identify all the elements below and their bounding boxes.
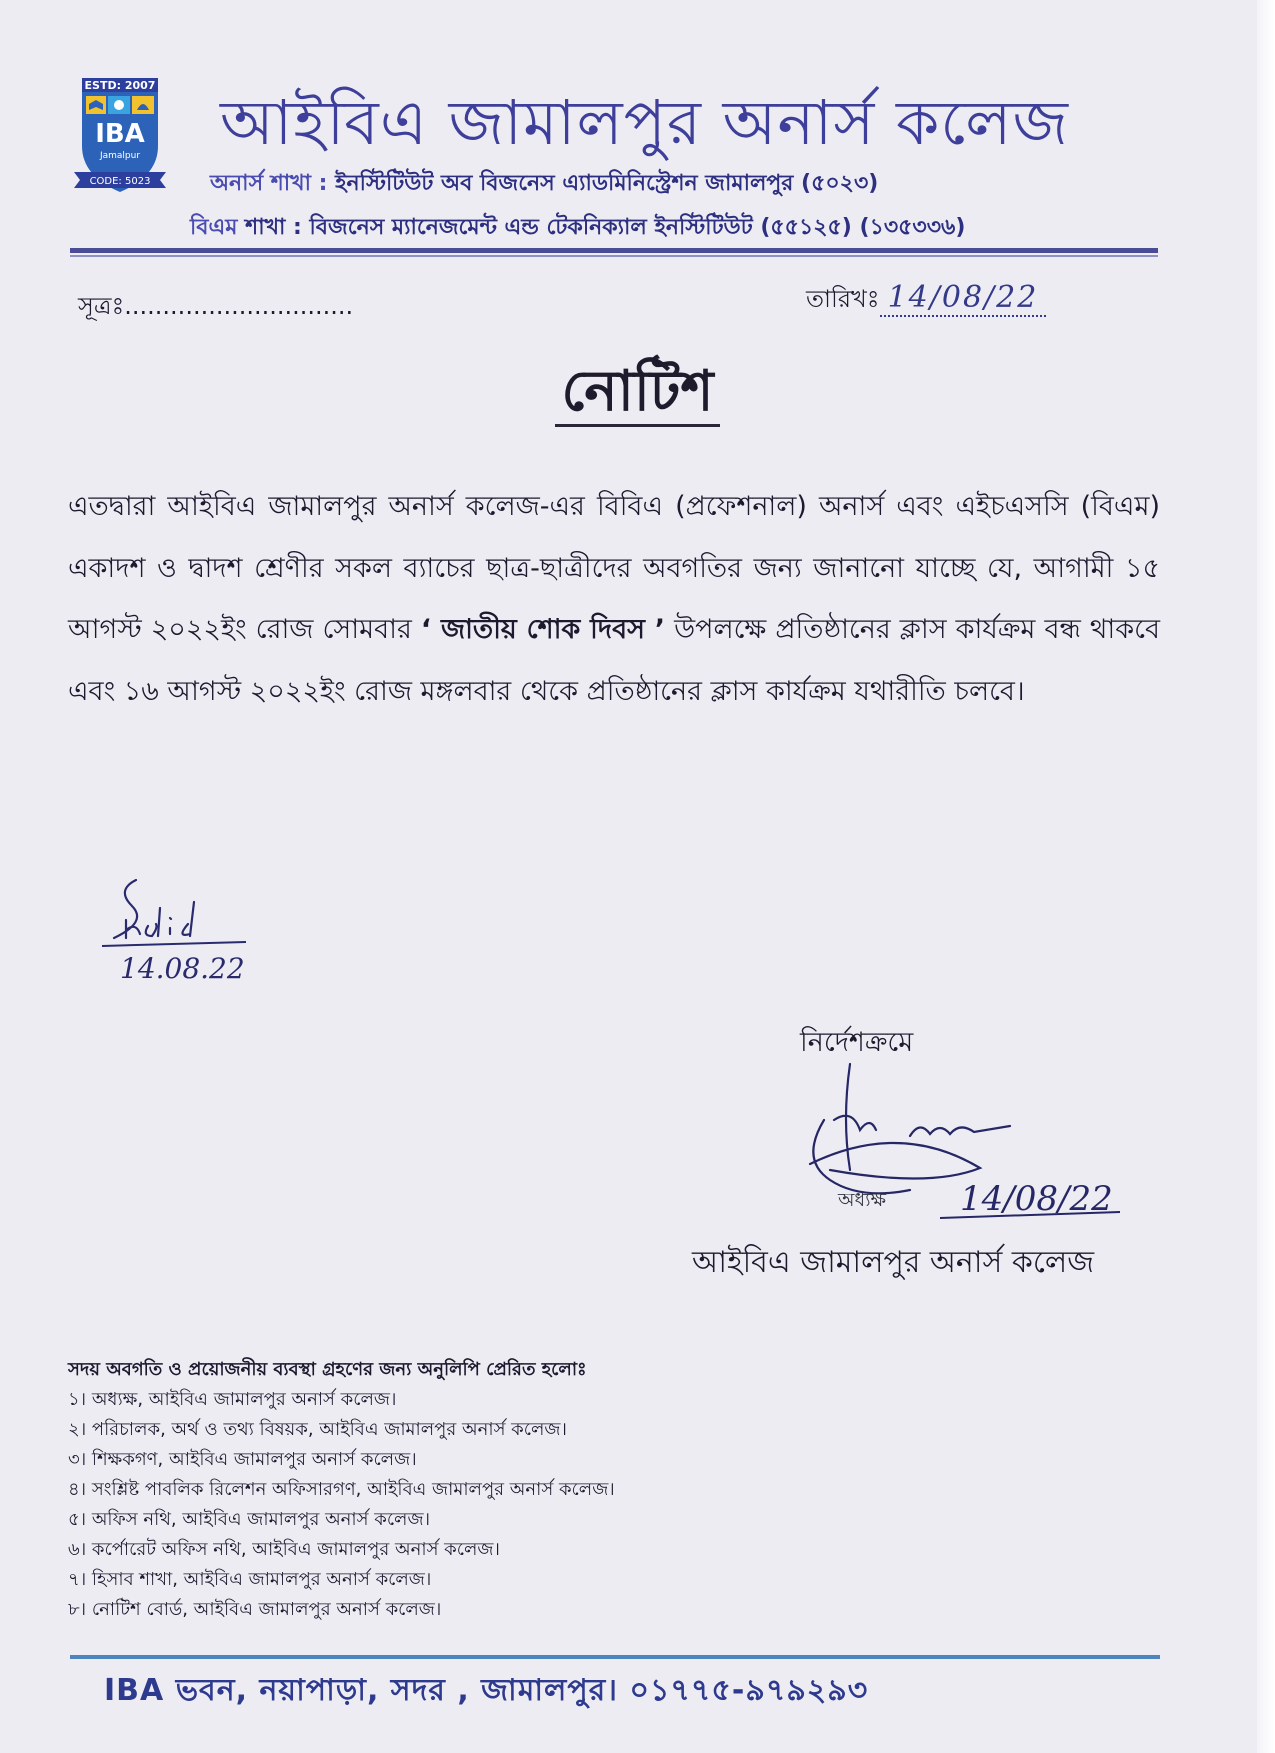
date-value: 14/08/22 <box>880 280 1047 317</box>
notice-body <box>68 476 1160 722</box>
bm-branch-line <box>190 210 965 247</box>
left-signature-date: 14.08.22 <box>120 952 245 985</box>
principal-signature-date: 14/08/22 <box>960 1179 1113 1219</box>
honours-branch-line <box>210 166 878 203</box>
footer-divider <box>70 1655 1160 1659</box>
honours-branch-label: অনার্স শাখা : <box>210 171 328 196</box>
left-signature-name: Shahid <box>191 932 195 933</box>
svg-text:Jamalpur: Jamalpur <box>99 151 141 161</box>
footer-address: IBA ভবন, নয়াপাড়া, সদর , জামালপুর। ০১৭৭৫-৯৭৯২৯৩ <box>104 1673 869 1708</box>
date-label: তারিখঃ <box>806 285 880 313</box>
honours-branch-text: ইনস্টিটিউট অব বিজনেস এ্যাডমিনিস্ট্রেশন জামালপুর (৫০২৩) <box>335 171 879 196</box>
notice-body-part1: এতদ্বারা আইবিএ জামালপুর অনার্স কলেজ-এর বিবিএ (প্রফেশনাল) অনার্স এবং এইচএসসি (বিএম) একাদশ ও দ্বাদশ শ্রেণীর সকল ব্যাচের ছাত্র-ছাত্রীদের অবগতির জন্য জানানো যাচ্ছে যে, আগামী ১৫ আগস্ট ২০২২ইং রোজ সোমবার <box>68 491 1160 645</box>
paper-edge <box>1257 0 1275 1753</box>
college-logo <box>74 76 178 206</box>
copies-heading: সদয় অবগতি ও প্রয়োজনীয় ব্যবস্থা গ্রহণের জন্য অনুলিপি প্রেরিত হলোঃ <box>68 1359 587 1380</box>
notice-title-wrap <box>0 348 1275 442</box>
svg-text:CODE: 5023: CODE: 5023 <box>89 176 151 187</box>
header-divider-thin <box>70 255 1158 257</box>
copy-item: ৫। অফিস নথি, আইবিএ জামালপুর অনার্স কলেজ। <box>68 1509 431 1530</box>
principal-designation: অধ্যক্ষ <box>838 1189 887 1211</box>
svg-text:ESTD: 2007: ESTD: 2007 <box>84 79 156 92</box>
reference-field: সূত্রঃ.............................. <box>78 292 354 320</box>
header-divider <box>70 248 1158 253</box>
notice-body-part2: উপলক্ষে প্রতিষ্ঠানের ক্লাস কার্যক্রম বন্ধ থাকবে এবং ১৬ আগস্ট ২০২২ইং রোজ মঙ্গলবার থেকে প্রতিষ্ঠানের ক্লাস কার্যক্রম যথারীতি চলবে। <box>68 614 1160 707</box>
college-name: আইবিএ জামালপুর অনার্স কলেজ <box>220 86 1069 159</box>
bm-branch-label: বিএম <box>190 215 238 240</box>
copy-item: ৭। হিসাব শাখা, আইবিএ জামালপুর অনার্স কলেজ। <box>68 1569 432 1590</box>
copy-item: ১। অধ্যক্ষ, আইবিএ জামালপুর অনার্স কলেজ। <box>68 1389 397 1410</box>
date-field <box>806 280 1046 321</box>
copy-item: ৪। সংশ্লিষ্ট পাবলিক রিলেশন অফিসারগণ, আইবিএ জামালপুর অনার্স কলেজ। <box>68 1479 615 1500</box>
svg-text:IBA: IBA <box>95 119 145 149</box>
signature-college-name: আইবিএ জামালপুর অনার্স কলেজ <box>692 1245 1095 1280</box>
bm-branch-text: শাখা : বিজনেস ম্যানেজমেন্ট এন্ড টেকনিক্যাল ইনস্টিটিউট (৫৫১২৫) (১৩৫৩৩৬) <box>245 215 966 240</box>
notice-title: নোটিশ <box>555 359 719 427</box>
copy-item: ৩। শিক্ষকগণ, আইবিএ জামালপুর অনার্স কলেজ। <box>68 1449 417 1470</box>
left-signature <box>96 872 286 992</box>
notice-body-highlight: ‘ জাতীয় শোক দিবস ’ <box>420 614 666 645</box>
copy-item: ৬। কর্পোরেট অফিস নথি, আইবিএ জামালপুর অনার্স কলেজ। <box>68 1539 500 1560</box>
copy-item: ৮। নোটিশ বোর্ড, আইবিএ জামালপুর অনার্স কলেজ। <box>68 1599 442 1620</box>
by-order-label: নির্দেশক্রমে <box>800 1027 914 1058</box>
copies-list <box>68 1385 615 1625</box>
copy-item: ২। পরিচালক, অর্থ ও তথ্য বিষয়ক, আইবিএ জামালপুর অনার্স কলেজ। <box>68 1419 567 1440</box>
